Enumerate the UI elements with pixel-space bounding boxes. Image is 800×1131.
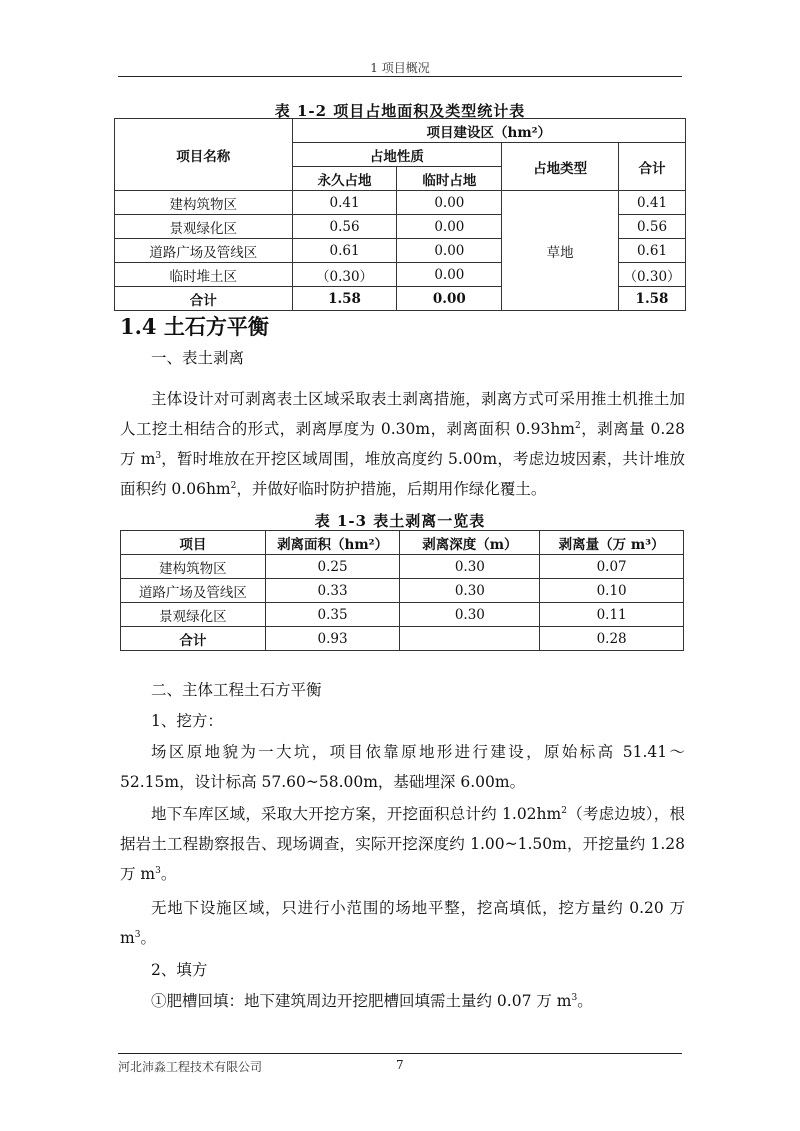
subsection-excavation: 1、挖方： bbox=[151, 712, 223, 730]
th-depth: 剥离深度（m） bbox=[400, 531, 540, 555]
sum-total: 1.58 bbox=[619, 287, 686, 311]
running-header: 1 项目概况 bbox=[370, 61, 430, 75]
page-number: 7 bbox=[396, 1058, 404, 1072]
topsoil-table bbox=[120, 530, 684, 651]
table-row bbox=[121, 579, 684, 603]
row-total: （0.30） bbox=[619, 263, 686, 287]
footer-company: 河北沛淼工程技术有限公司 bbox=[118, 1060, 263, 1074]
sum-area: 0.93 bbox=[265, 627, 400, 651]
footer-rule bbox=[118, 1053, 682, 1054]
paragraph-topsoil: 主体设计对可剥离表土区域采取表土剥离措施，剥离方式可采用推土机推土加人工挖土相结合的形式，剥离厚度为 0.30m，剥离面积 $0.93hm^2$，剥离量 0.28 万 $m^3$，暂时堆放在开挖区域周围，堆放高度约 5.00m，考虑边坡因素，共计堆放面积约 $0.06hm^2$，并做好临时防护措施，后期用作绿化覆土。 bbox=[120, 390, 686, 498]
row-perm: 0.61 bbox=[292, 239, 397, 263]
perm-header: 永久占地 bbox=[292, 167, 397, 191]
row-temp: 0.00 bbox=[397, 239, 502, 263]
total-header: 合计 bbox=[619, 143, 686, 191]
th-area: 剥离面积（hm²） bbox=[265, 531, 400, 555]
sum-label: 合计 bbox=[121, 627, 266, 651]
table2-caption: 表 1-3 表土剥离一览表 bbox=[314, 512, 486, 530]
sum-row bbox=[121, 627, 684, 651]
section-heading: 1.4 土石方平衡 bbox=[120, 314, 269, 339]
paragraph-backfill: ①肥槽回填：地下建筑周边开挖肥槽回填需土量约 0.07 万 $m^3$。 bbox=[151, 992, 593, 1010]
temp-header: 临时占地 bbox=[397, 167, 502, 191]
type-header: 占地类型 bbox=[502, 143, 619, 191]
cell: 0.30 bbox=[400, 603, 540, 627]
sum-perm: 1.58 bbox=[292, 287, 397, 311]
row-name: 景观绿化区 bbox=[115, 215, 293, 239]
row-total: 0.56 bbox=[619, 215, 686, 239]
row-perm: 0.41 bbox=[292, 191, 397, 215]
sum-temp: 0.00 bbox=[397, 287, 502, 311]
row-temp: 0.00 bbox=[397, 263, 502, 287]
cell: 0.11 bbox=[540, 603, 684, 627]
row-total: 0.61 bbox=[619, 239, 686, 263]
table-row bbox=[121, 603, 684, 627]
cell: 0.25 bbox=[265, 555, 400, 579]
row-perm: （0.30） bbox=[292, 263, 397, 287]
row-perm: 0.56 bbox=[292, 215, 397, 239]
th-volume: 剥离量（万 m³） bbox=[540, 531, 684, 555]
nature-header: 占地性质 bbox=[292, 143, 502, 167]
sum-volume: 0.28 bbox=[540, 627, 684, 651]
subsection-fill: 2、填方 bbox=[151, 961, 208, 979]
row-temp: 0.00 bbox=[397, 215, 502, 239]
group-header: 项目建设区（hm²） bbox=[292, 119, 685, 143]
subsection-topsoil: 一、表土剥离 bbox=[151, 349, 245, 367]
cell: 道路广场及管线区 bbox=[121, 579, 266, 603]
paragraph-site: 场区原地貌为一大坑，项目依靠原地形进行建设，原始标高 51.41～52.15m，设计标高 57.60~58.00m，基础埋深 6.00m。 bbox=[120, 743, 685, 791]
cell: 0.07 bbox=[540, 555, 684, 579]
row-temp: 0.00 bbox=[397, 191, 502, 215]
row-name: 道路广场及管线区 bbox=[115, 239, 293, 263]
cell: 0.35 bbox=[265, 603, 400, 627]
land-type-cell: 草地 bbox=[502, 191, 619, 311]
paragraph-garage: 地下车库区域，采取大开挖方案，开挖面积总计约 $1.02hm^2$（考虑边坡），根据岩土工程勘察报告、现场调查，实际开挖深度约 1.00~1.50m，开挖量约 1.28 万 $m^3$。 bbox=[120, 805, 685, 883]
cell: 0.10 bbox=[540, 579, 684, 603]
row-name: 临时堆土区 bbox=[115, 263, 293, 287]
cell: 0.33 bbox=[265, 579, 400, 603]
sum-label: 合计 bbox=[115, 287, 293, 311]
table-row bbox=[115, 191, 686, 215]
row-name: 建构筑物区 bbox=[115, 191, 293, 215]
cell: 建构筑物区 bbox=[121, 555, 266, 579]
sum-depth bbox=[400, 627, 540, 651]
paragraph-leveling: 无地下设施区域，只进行小范围的场地平整，挖高填低，挖方量约 0.20 万 $m^3$。 bbox=[120, 899, 685, 947]
table1-caption: 表 1-2 项目占地面积及类型统计表 bbox=[274, 102, 526, 120]
row-total: 0.41 bbox=[619, 191, 686, 215]
header-rule bbox=[118, 76, 682, 77]
col-name-header: 项目名称 bbox=[115, 119, 293, 191]
table-row bbox=[121, 555, 684, 579]
subsection-earthwork: 二、主体工程土石方平衡 bbox=[151, 681, 322, 699]
cell: 景观绿化区 bbox=[121, 603, 266, 627]
cell: 0.30 bbox=[400, 579, 540, 603]
th-item: 项目 bbox=[121, 531, 266, 555]
land-use-table bbox=[114, 118, 686, 311]
cell: 0.30 bbox=[400, 555, 540, 579]
